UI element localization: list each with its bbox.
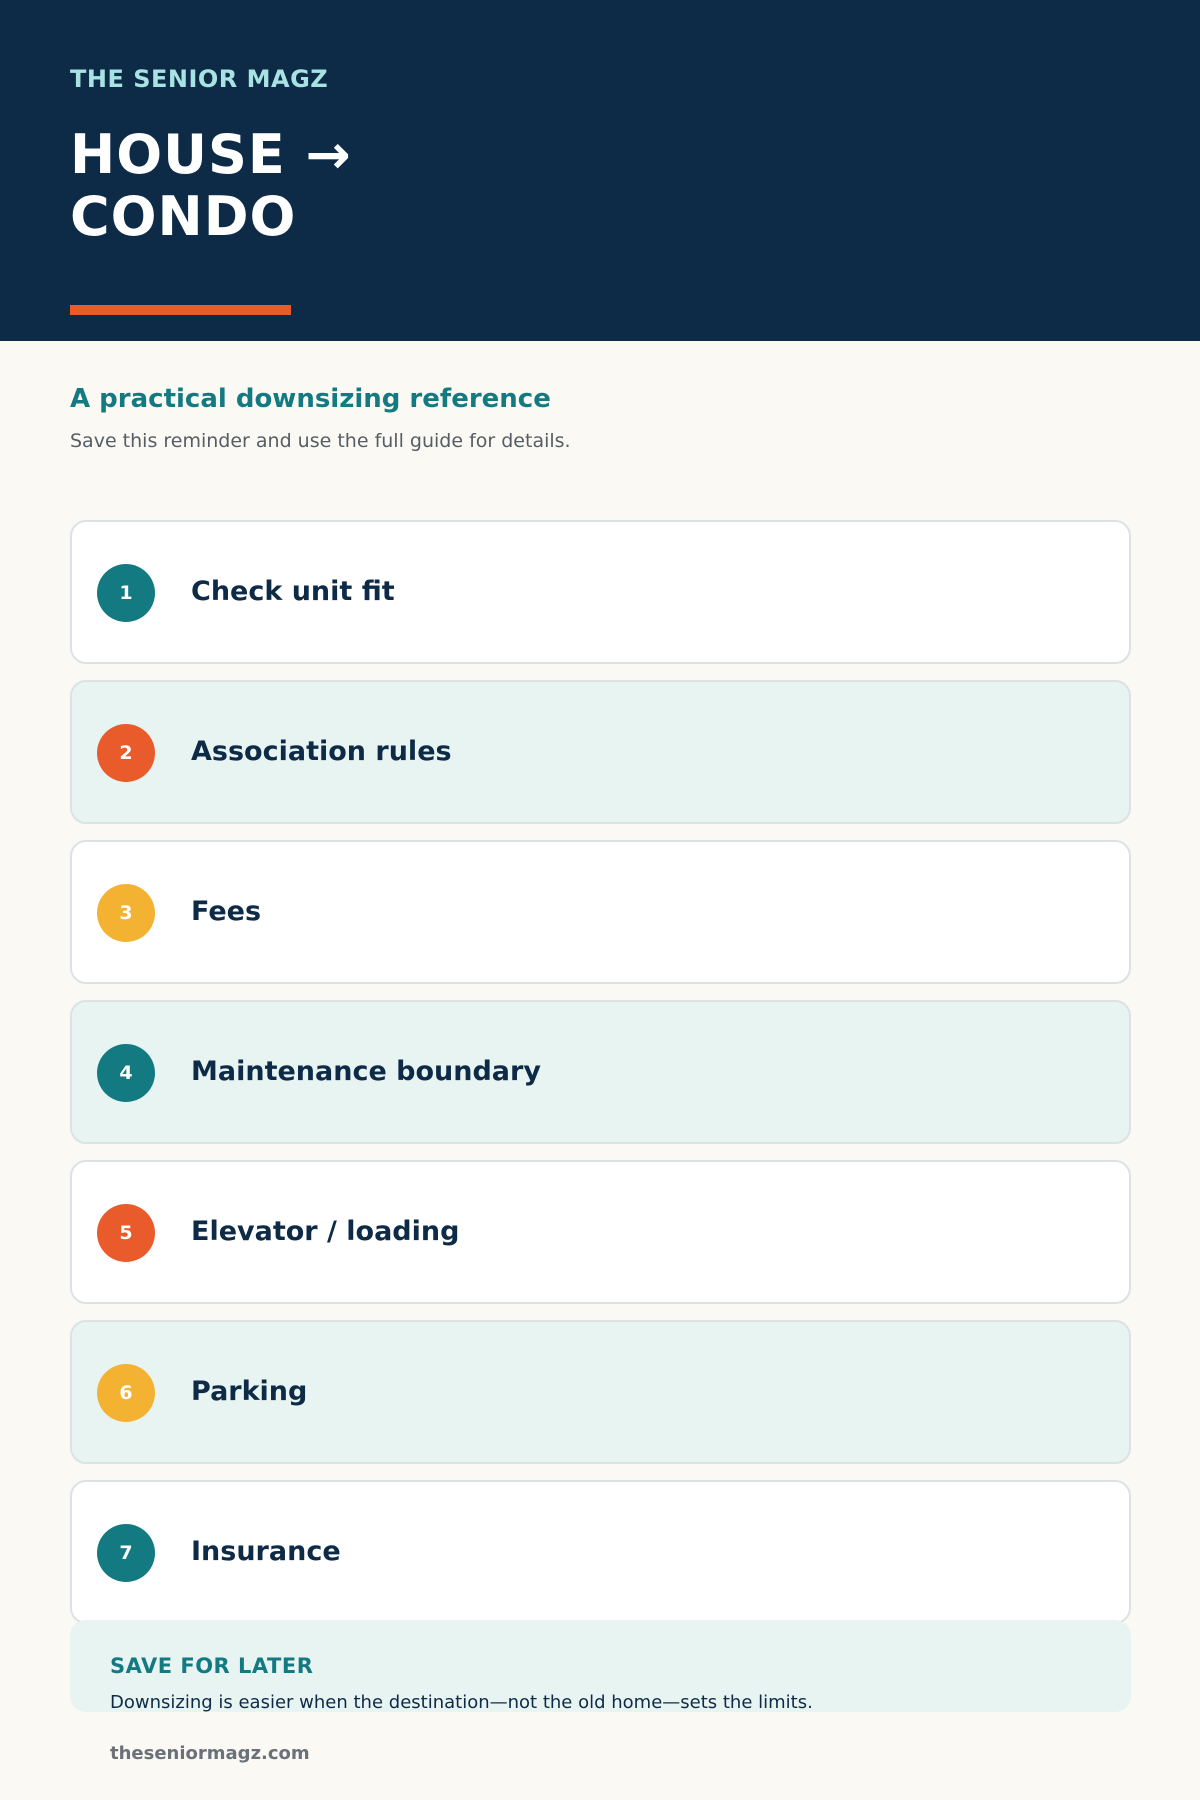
intro-note: Save this reminder and use the full guide for details.: [70, 430, 571, 452]
page-title: [70, 124, 352, 248]
checklist-item-elevator-loading: [70, 1160, 1131, 1304]
checklist-item-parking: [70, 1320, 1131, 1464]
checklist-item-label: Check unit fit: [191, 576, 395, 607]
checklist-item-maintenance-boundary: [70, 1000, 1131, 1144]
save-for-later-heading: SAVE FOR LATER: [110, 1654, 314, 1678]
checklist-item-fees: [70, 840, 1131, 984]
checklist-item-insurance: [70, 1480, 1131, 1624]
step-number-badge: 7: [97, 1524, 155, 1582]
checklist-item-label: Maintenance boundary: [191, 1056, 541, 1087]
step-number-badge: 4: [97, 1044, 155, 1102]
checklist-item-label: Fees: [191, 896, 262, 927]
website-url: theseniormagz.com: [110, 1743, 310, 1764]
checklist-item-association-rules: [70, 680, 1131, 824]
brand-name: THE SENIOR MAGZ: [70, 65, 329, 93]
accent-divider: [70, 305, 291, 315]
step-number-badge: 2: [97, 724, 155, 782]
title-line-1: HOUSE →: [70, 123, 352, 186]
checklist-item-label: Parking: [191, 1376, 308, 1407]
checklist-item-check-unit-fit: [70, 520, 1131, 664]
header-banner: [0, 0, 1200, 341]
checklist-item-label: Association rules: [191, 736, 452, 767]
step-number-badge: 1: [97, 564, 155, 622]
checklist-item-label: Insurance: [191, 1536, 341, 1567]
checklist: [70, 520, 1131, 1640]
checklist-item-label: Elevator / loading: [191, 1216, 460, 1247]
save-for-later-text: Downsizing is easier when the destination—not the old home—sets the limits.: [110, 1692, 813, 1713]
step-number-badge: 3: [97, 884, 155, 942]
step-number-badge: 5: [97, 1204, 155, 1262]
title-line-2: CONDO: [70, 185, 297, 248]
subtitle: A practical downsizing reference: [70, 384, 551, 414]
step-number-badge: 6: [97, 1364, 155, 1422]
